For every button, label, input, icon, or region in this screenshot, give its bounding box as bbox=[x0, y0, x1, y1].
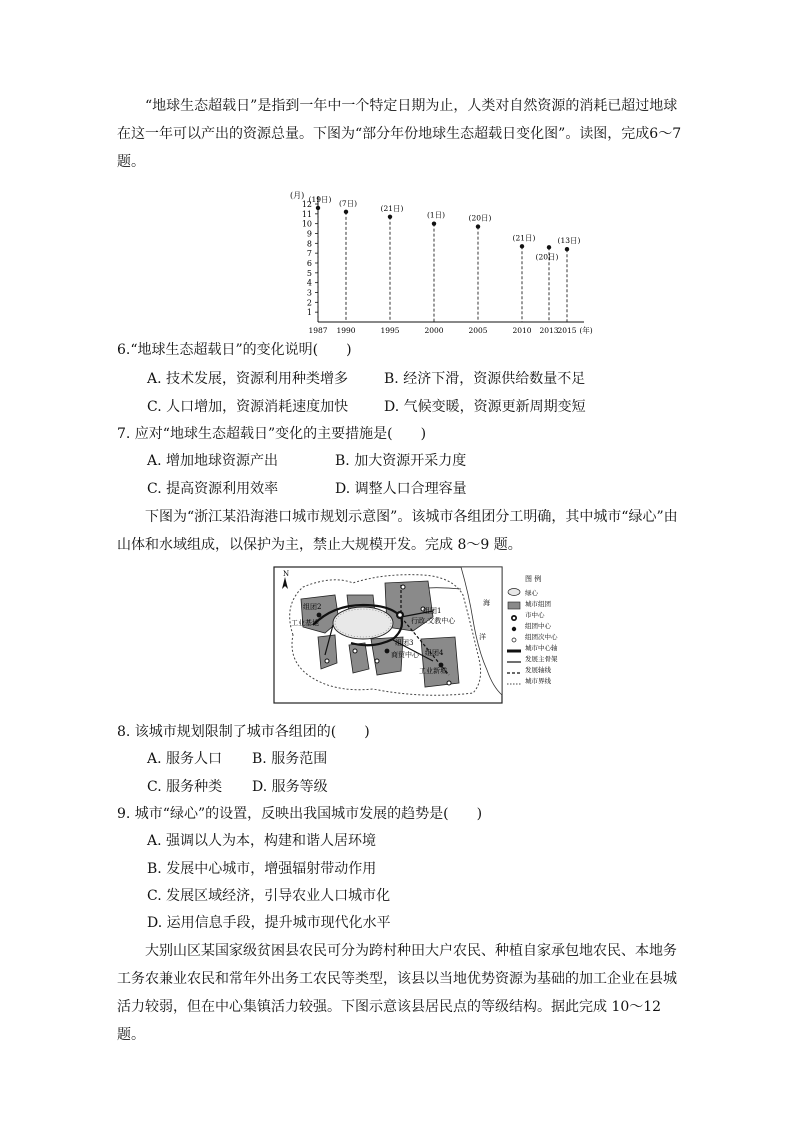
question-8-stem: 8. 该城市规划限制了城市各组团的( ) bbox=[117, 724, 370, 740]
map-legend-label: 组团次中心 bbox=[525, 633, 558, 641]
x-tick-label: 1987 bbox=[308, 326, 328, 335]
y-tick-label: 8 bbox=[306, 239, 312, 249]
intro-paragraph-3: 大别山区某国家级贫困县农民可分为跨村种田大户农民、种植自家承包地农民、本地务工务农兼业农民和常年外出务工农民等类型，该县以当地优势资源为基础的加工企业在县城活力较弱，但在中心集镇活力较强。下图示意该县居民点的等级结构。据此完成 10～12 题。 bbox=[117, 943, 677, 1043]
map-label: 组团4 bbox=[425, 649, 444, 657]
y-tick-label: 7 bbox=[306, 249, 312, 259]
question-7-option-c[interactable]: C. 提高资源利用效率 bbox=[147, 481, 279, 497]
question-9-option-a[interactable]: A. 强调以人为本，构建和谐人居环境 bbox=[147, 833, 377, 849]
map-label: 洋 bbox=[479, 633, 486, 641]
map-legend-label: 组团中心 bbox=[525, 622, 551, 630]
city-plan-map bbox=[273, 565, 575, 705]
question-6-option-a[interactable]: A. 技术发展，资源利用种类增多 bbox=[147, 371, 349, 387]
map-label: 组团1 bbox=[423, 607, 442, 615]
map-legend-label: 市中心 bbox=[525, 611, 545, 619]
y-tick-label: 5 bbox=[306, 268, 312, 278]
map-label: 组团2 bbox=[303, 603, 322, 611]
map-north-label: N bbox=[283, 570, 290, 578]
map-legend-label: 绿心 bbox=[525, 589, 538, 597]
map-label: 工业新城 bbox=[419, 667, 447, 675]
data-point bbox=[520, 244, 524, 248]
question-6-option-d[interactable]: D. 气候变暖，资源更新周期变短 bbox=[384, 399, 586, 415]
data-label: (20日) bbox=[535, 252, 559, 262]
data-point bbox=[388, 215, 392, 219]
data-label: (13日) bbox=[557, 236, 581, 246]
question-9-option-d[interactable]: D. 运用信息手段，提升城市现代化水平 bbox=[147, 915, 391, 931]
question-9-option-b[interactable]: B. 发展中心城市，增强辐射带动作用 bbox=[147, 861, 377, 877]
y-tick-label: 4 bbox=[306, 278, 312, 288]
x-tick-label: 2005 bbox=[468, 326, 488, 335]
question-7-option-d[interactable]: D. 调整人口合理容量 bbox=[335, 481, 467, 497]
question-6-option-b[interactable]: B. 经济下滑，资源供给数量不足 bbox=[384, 371, 586, 387]
question-7-option-b[interactable]: B. 加大资源开采力度 bbox=[335, 453, 467, 469]
data-point bbox=[316, 206, 320, 210]
x-tick-label: 2013 bbox=[539, 326, 559, 335]
data-point bbox=[344, 210, 348, 214]
question-8-option-c[interactable]: C. 服务种类 bbox=[147, 779, 223, 795]
map-legend-label: 发展轴线 bbox=[525, 666, 551, 674]
y-tick-label: 6 bbox=[306, 259, 312, 268]
map-label: 工业基地 bbox=[291, 619, 319, 627]
map-label: 组团3 bbox=[395, 639, 414, 647]
y-tick-label: 1 bbox=[306, 308, 312, 318]
map-legend-label: 发展主骨架 bbox=[525, 655, 558, 663]
question-6-option-c[interactable]: C. 人口增加，资源消耗速度加快 bbox=[147, 399, 349, 415]
question-9-stem: 9. 城市“绿心”的设置，反映出我国城市发展的趋势是( ) bbox=[117, 806, 483, 822]
y-tick-label: 10 bbox=[301, 219, 312, 229]
map-legend-label: 城市界线 bbox=[525, 677, 551, 685]
data-point bbox=[565, 247, 569, 251]
data-point bbox=[432, 221, 436, 225]
x-tick-label: 1990 bbox=[336, 326, 356, 335]
y-tick-label: 9 bbox=[306, 229, 312, 239]
question-8-option-b[interactable]: B. 服务范围 bbox=[252, 751, 328, 767]
x-tick-label: 1995 bbox=[380, 326, 400, 335]
question-6-stem: 6.“地球生态超载日”的变化说明( ) bbox=[117, 342, 352, 358]
question-7-stem: 7. 应对“地球生态超载日”变化的主要措施是( ) bbox=[117, 426, 427, 442]
map-legend-labels bbox=[525, 588, 558, 685]
data-point bbox=[547, 245, 551, 249]
y-tick-label: 2 bbox=[306, 298, 312, 308]
x-tick-label: 2015 bbox=[557, 326, 577, 335]
overshoot-day-chart bbox=[290, 186, 610, 338]
data-label: (21日) bbox=[380, 203, 404, 213]
map-legend-title: 图 例 bbox=[525, 575, 542, 583]
question-8-option-d[interactable]: D. 服务等级 bbox=[252, 779, 328, 795]
y-tick-label: 12 bbox=[301, 200, 312, 209]
y-tick-label: 11 bbox=[301, 209, 312, 219]
map-legend-symbols bbox=[507, 589, 521, 685]
question-9-option-c[interactable]: C. 发展区域经济，引导农业人口城市化 bbox=[147, 888, 391, 904]
map-legend-label: 城市中心轴 bbox=[525, 644, 558, 652]
map-label: 海 bbox=[483, 599, 490, 607]
data-point bbox=[476, 224, 480, 228]
intro-paragraph-2: 下图为“浙江某沿海港口城市规划示意图”。该城市各组团分工明确，其中城市“绿心”由山体和水域组成，以保护为主，禁止大规模开发。完成 8～9 题。 bbox=[117, 509, 678, 553]
map-label: 商贸中心 bbox=[391, 651, 419, 659]
data-label: (1日) bbox=[426, 210, 446, 220]
data-label: (19日) bbox=[308, 194, 332, 204]
map-label: 行政.文教中心 bbox=[411, 617, 456, 625]
question-8-option-a[interactable]: A. 服务人口 bbox=[147, 751, 223, 767]
data-label: (20日) bbox=[468, 213, 492, 223]
x-tick-label: 2010 bbox=[512, 326, 532, 335]
x-tick-label: 2000 bbox=[424, 326, 444, 335]
question-7-option-a[interactable]: A. 增加地球资源产出 bbox=[147, 453, 279, 469]
x-axis-label: (年) bbox=[579, 326, 593, 335]
y-axis-label: (月) bbox=[290, 191, 305, 200]
map-legend-label: 城市组团 bbox=[525, 600, 551, 608]
data-label: (21日) bbox=[512, 233, 536, 243]
y-tick-label: 3 bbox=[306, 288, 312, 298]
data-label: (7日) bbox=[338, 198, 358, 208]
intro-paragraph-1: “地球生态超载日”是指到一年中一个特定日期为止，人类对自然资源的消耗已超过地球在这一年可以产出的资源总量。下图为“部分年份地球生态超载日变化图”。读图，完成6～7 题。 bbox=[117, 98, 682, 170]
